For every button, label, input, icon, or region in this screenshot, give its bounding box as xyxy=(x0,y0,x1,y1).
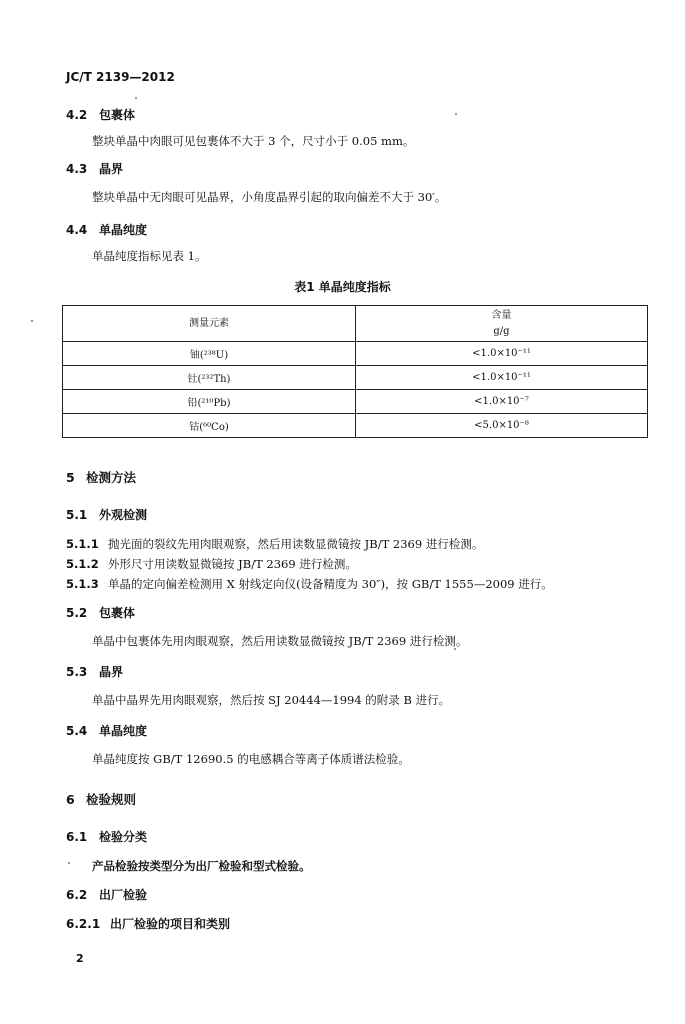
section-number: 5.2 xyxy=(66,606,88,620)
table-row xyxy=(63,342,648,366)
table-caption: 表1 单晶纯度指标 xyxy=(294,280,391,294)
value-cell: <1.0×10⁻¹¹ xyxy=(356,342,648,366)
section-title: 包裹体 xyxy=(99,108,136,122)
element-cell: 铀(²³⁸U) xyxy=(63,342,356,366)
clause-5-1-3 xyxy=(66,576,553,592)
clause-text: 抛光面的裂纹先用肉眼观察，然后用读数显微镜按 JB/T 2369 进行检测。 xyxy=(108,537,484,551)
scan-speck xyxy=(68,862,70,864)
section-4-2-heading xyxy=(66,106,135,123)
clause-text: 单晶的定向偏差检测用 X 射线定向仪(设备精度为 30″)，按 GB/T 1555—2009 进行。 xyxy=(108,577,553,591)
section-title: 检验分类 xyxy=(99,830,148,844)
section-title: 包裹体 xyxy=(99,606,136,620)
section-title: 出厂检验 xyxy=(99,888,148,902)
section-number: 5.3 xyxy=(66,665,88,679)
clause-number: 5.1.1 xyxy=(66,537,99,551)
scan-speck xyxy=(454,648,456,650)
section-number: 6.1 xyxy=(66,830,88,844)
clause-text: 外形尺寸用读数显微镜按 JB/T 2369 进行检测。 xyxy=(108,557,357,571)
value-cell: <1.0×10⁻¹¹ xyxy=(356,366,648,390)
scan-speck xyxy=(31,320,33,322)
document-header: JC/T 2139—2012 xyxy=(66,70,175,84)
section-number: 4.4 xyxy=(66,223,88,237)
clause-number: 5.1.2 xyxy=(66,557,99,571)
purity-table xyxy=(62,305,648,438)
element-cell: 钴(⁶⁰Co) xyxy=(63,414,356,438)
section-number: 5.4 xyxy=(66,724,88,738)
section-number: 4.3 xyxy=(66,162,88,176)
column-header-content-unit: g/g xyxy=(493,325,510,337)
section-title: 单晶纯度 xyxy=(99,724,148,738)
clause-5-1-1 xyxy=(66,536,483,552)
section-4-3-heading xyxy=(66,160,123,177)
section-5-3-heading xyxy=(66,663,123,680)
section-4-2-paragraph: 整块单晶中肉眼可见包裹体不大于 3 个，尺寸小于 0.05 mm。 xyxy=(92,134,415,148)
section-title: 外观检测 xyxy=(99,508,148,522)
section-title: 检测方法 xyxy=(86,470,137,485)
column-header-content xyxy=(356,306,648,342)
section-5-4-paragraph: 单晶纯度按 GB/T 12690.5 的电感耦合等离子体质谱法检验。 xyxy=(92,752,410,766)
section-6-2-1-heading xyxy=(66,915,230,932)
section-number: 4.2 xyxy=(66,108,88,122)
section-title: 晶界 xyxy=(99,665,124,679)
section-6-2-heading xyxy=(66,886,147,903)
table-row xyxy=(63,390,648,414)
section-6-heading xyxy=(66,790,136,808)
section-5-2-paragraph: 单晶中包裹体先用肉眼观察，然后用读数显微镜按 JB/T 2369 进行检测。 xyxy=(92,634,468,648)
element-cell: 铅(²¹⁰Pb) xyxy=(63,390,356,414)
element-cell: 钍(²³²Th) xyxy=(63,366,356,390)
section-title: 晶界 xyxy=(99,162,124,176)
section-5-4-heading xyxy=(66,722,147,739)
section-5-heading xyxy=(66,468,136,486)
section-4-4-heading xyxy=(66,221,147,238)
column-header-content-label: 含量 xyxy=(491,309,512,321)
clause-number: 5.1.3 xyxy=(66,577,99,591)
value-cell: <1.0×10⁻⁷ xyxy=(356,390,648,414)
section-number: 6.2 xyxy=(66,888,88,902)
scan-speck xyxy=(135,97,137,99)
section-5-3-paragraph: 单晶中晶界先用肉眼观察，然后按 SJ 20444—1994 的附录 B 进行。 xyxy=(92,693,451,707)
section-title: 检验规则 xyxy=(86,792,137,807)
section-6-1-paragraph: 产品检验按类型分为出厂检验和型式检验。 xyxy=(92,859,311,873)
section-4-3-paragraph: 整块单晶中无肉眼可见晶界，小角度晶界引起的取向偏差不大于 30′。 xyxy=(92,190,447,204)
section-6-1-heading xyxy=(66,828,147,845)
value-cell: <5.0×10⁻⁸ xyxy=(356,414,648,438)
section-4-4-paragraph: 单晶纯度指标见表 1。 xyxy=(92,249,207,263)
column-header-element: 测量元素 xyxy=(63,306,356,342)
section-number: 5 xyxy=(66,470,75,485)
clause-5-1-2 xyxy=(66,556,357,572)
table-header-row xyxy=(63,306,648,342)
page-number: 2 xyxy=(76,952,84,965)
section-5-2-heading xyxy=(66,604,135,621)
table-row xyxy=(63,414,648,438)
section-number: 6.2.1 xyxy=(66,917,101,931)
section-number: 6 xyxy=(66,792,75,807)
section-5-1-heading xyxy=(66,506,147,523)
section-title: 出厂检验的项目和类别 xyxy=(110,917,231,931)
table-row xyxy=(63,366,648,390)
scan-speck xyxy=(455,113,457,115)
section-number: 5.1 xyxy=(66,508,88,522)
section-title: 单晶纯度 xyxy=(99,223,148,237)
